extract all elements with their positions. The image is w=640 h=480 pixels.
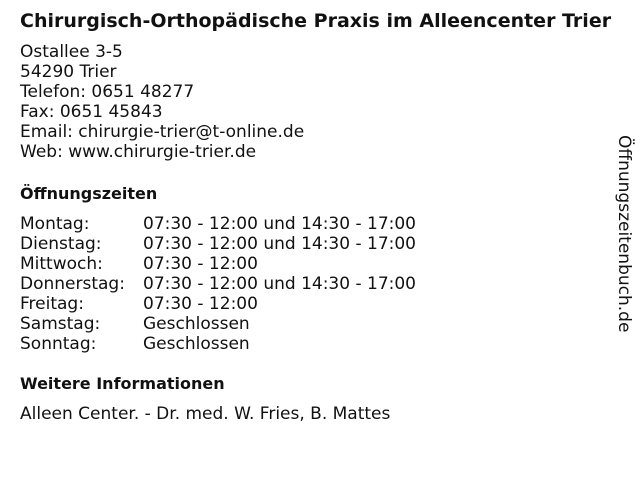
hours-time: Geschlossen — [143, 334, 250, 354]
hours-row — [20, 334, 612, 354]
street-line: Ostallee 3-5 — [20, 42, 123, 62]
hours-time: 07:30 - 12:00 und 14:30 - 17:00 — [143, 234, 416, 254]
opening-hours-table — [20, 214, 612, 354]
content — [20, 10, 612, 424]
web-line: Web: www.chirurgie-trier.de — [20, 142, 257, 162]
further-info-text: Alleen Center. - Dr. med. W. Fries, B. Mattes — [20, 404, 391, 424]
hours-day: Montag: — [20, 214, 90, 234]
hours-row — [20, 294, 612, 314]
hours-day: Freitag: — [20, 294, 84, 314]
address-block — [20, 42, 612, 162]
email-line: Email: chirurgie-trier@t-online.de — [20, 122, 305, 142]
city-line: 54290 Trier — [20, 62, 117, 82]
hours-row — [20, 214, 612, 234]
hours-row — [20, 234, 612, 254]
hours-time: 07:30 - 12:00 und 14:30 - 17:00 — [143, 214, 416, 234]
hours-day: Sonntag: — [20, 334, 97, 354]
hours-day: Mittwoch: — [20, 254, 103, 274]
further-info-heading: Weitere Informationen — [20, 374, 225, 393]
opening-hours-heading: Öffnungszeiten — [20, 184, 158, 203]
hours-time: 07:30 - 12:00 und 14:30 - 17:00 — [143, 274, 416, 294]
fax-line: Fax: 0651 45843 — [20, 102, 163, 122]
hours-time: 07:30 - 12:00 — [143, 254, 258, 274]
hours-day: Samstag: — [20, 314, 101, 334]
hours-time: 07:30 - 12:00 — [143, 294, 258, 314]
practice-title: Chirurgisch-Orthopädische Praxis im Alleencenter Trier — [20, 10, 612, 32]
hours-day: Donnerstag: — [20, 274, 125, 294]
phone-line: Telefon: 0651 48277 — [20, 82, 195, 102]
hours-row — [20, 254, 612, 274]
hours-time: Geschlossen — [143, 314, 250, 334]
hours-day: Dienstag: — [20, 234, 102, 254]
brand-watermark: Öffnungszeitenbuch.de — [614, 135, 634, 333]
hours-row — [20, 274, 612, 294]
hours-row — [20, 314, 612, 334]
